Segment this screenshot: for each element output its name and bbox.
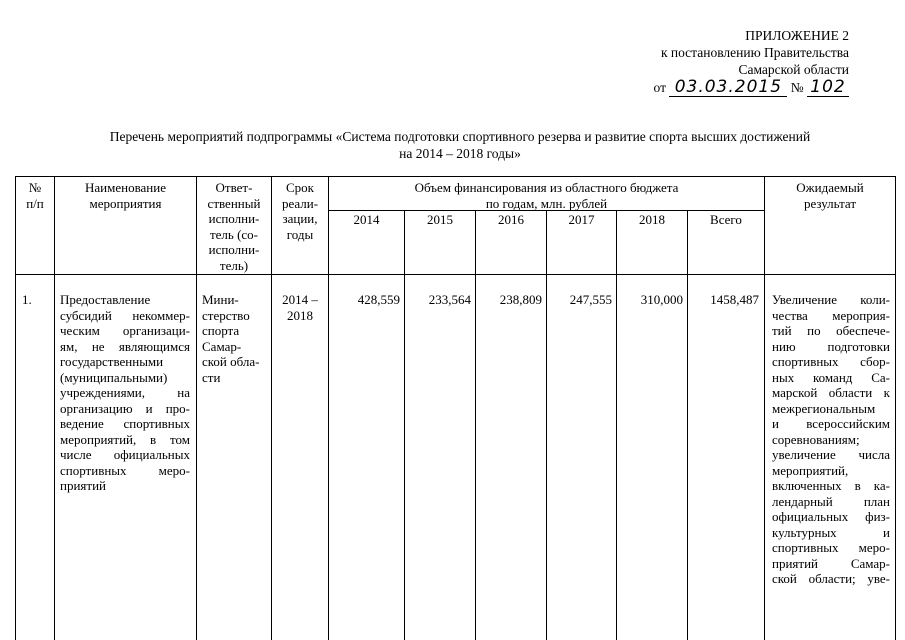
header-year-2016: 2016 <box>498 212 524 227</box>
header-result: Ожидаемый результат <box>796 180 864 211</box>
row1-result: Увеличение коли- чества мероприя- тий по обеспече- нию подготовки спортивных сбор- ных команд Са- марской области к межрегиональным и всероссийским соревнованиям; увеличение числа мероприятий, включенных в ка- лендарный план официальных физ- культурных и спортивных меро- приятий Самар- ской области; уве- <box>772 292 890 586</box>
decree-number: 102 <box>810 77 846 97</box>
row1-term: 2014 – 2018 <box>282 292 318 323</box>
appendix-header <box>654 27 850 97</box>
header-year-2017: 2017 <box>568 212 595 227</box>
number-label: № <box>790 80 804 95</box>
from-label: от <box>653 80 666 95</box>
row1-value-2016: 238,809 <box>499 292 542 307</box>
header-year-2015: 2015 <box>427 212 453 227</box>
signed-date: 03.03.2015 <box>674 77 783 97</box>
title-line1: Перечень мероприятий подпрограммы «Система подготовки спортивного резерва и развитие спорта высших достижений <box>109 129 811 144</box>
title-line2: на 2014 – 2018 годы» <box>399 146 521 161</box>
header-executor: Ответ- ственный исполни- тель (со- исполни- тель) <box>207 180 261 273</box>
row1-value-total: 1458,487 <box>710 292 759 307</box>
header-funding: Объем финансирования из областного бюджета по годам, млн. рублей <box>414 180 679 211</box>
row1-name: Предоставление субсидий некоммер- ческим организаци- ям, не являющимся государственными (муниципальными) учреждениями, на организацию и про- ведение спортивных мероприятий, в том числе официальных спортивных меро- приятий <box>60 292 190 493</box>
header-term: Срок реали- зации, годы <box>281 180 319 242</box>
header-year-2018: 2018 <box>639 212 665 227</box>
row1-value-2018: 310,000 <box>640 292 683 307</box>
row1-num: 1. <box>22 292 32 307</box>
row1-value-2015: 233,564 <box>428 292 471 307</box>
appendix-date-line <box>654 79 850 97</box>
appendix-label: ПРИЛОЖЕНИЕ 2 <box>745 28 849 43</box>
row1-value-2014: 428,559 <box>357 292 400 307</box>
header-num: № п/п <box>26 180 44 211</box>
document-title <box>40 128 880 162</box>
row1-executor: Мини- стерство спорта Самар- ской обла- сти <box>202 292 260 385</box>
row1-value-2017: 247,555 <box>569 292 612 307</box>
header-total: Всего <box>710 212 742 227</box>
appendix-line1: к постановлению Правительства <box>660 45 849 60</box>
header-name: Наименование мероприятия <box>85 180 166 211</box>
header-year-2014: 2014 <box>353 212 380 227</box>
appendix-line2: Самарской области <box>738 62 849 77</box>
